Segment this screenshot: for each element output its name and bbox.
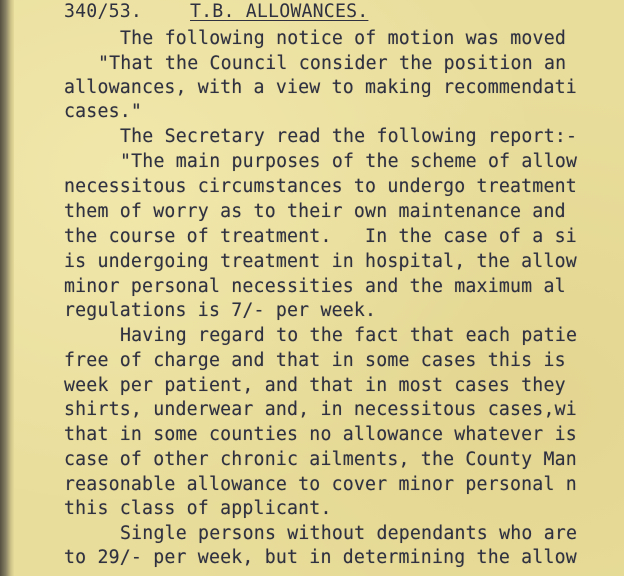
text-line: cases." (64, 101, 143, 122)
text-line: the course of treatment. In the case of a si (64, 226, 577, 247)
text-line: Single persons without dependants who are (120, 523, 578, 544)
text-line: them of worry as to their own maintenance and (64, 201, 566, 222)
text-line: "That the Council consider the position an (98, 53, 567, 74)
text-line: allowances, with a view to making recommendati (64, 77, 577, 98)
text-line: "The main purposes of the scheme of allow (120, 151, 578, 172)
minute-title: T.B. ALLOWANCES. (190, 1, 369, 22)
text-line: week per patient, and that in most cases they (64, 375, 566, 396)
text-line: free of charge and that in some cases this is (64, 350, 566, 371)
text-line: case of other chronic ailments, the County Man (64, 449, 577, 470)
text-line: to 29/- per week, but in determining the allow (64, 547, 577, 568)
text-line: this class of applicant. (64, 498, 332, 519)
text-line: The Secretary read the following report:- (120, 126, 578, 147)
text-line: The following notice of motion was moved (120, 28, 566, 49)
text-line: regulations is 7/- per week. (64, 300, 377, 321)
text-line: that in some counties no allowance whatever is (64, 424, 577, 445)
text-line: shirts, underwear and, in necessitous cases,wi (64, 399, 577, 420)
text-line: minor personal necessities and the maximum al (64, 276, 566, 297)
text-line: Having regard to the fact that each patie (120, 325, 578, 346)
text-line: reasonable allowance to cover minor personal n (64, 474, 577, 495)
minute-number: 340/53. (64, 1, 143, 22)
text-line: is undergoing treatment in hospital, the allow (64, 251, 577, 272)
text-line: necessitous circumstances to undergo treatment (64, 176, 577, 197)
